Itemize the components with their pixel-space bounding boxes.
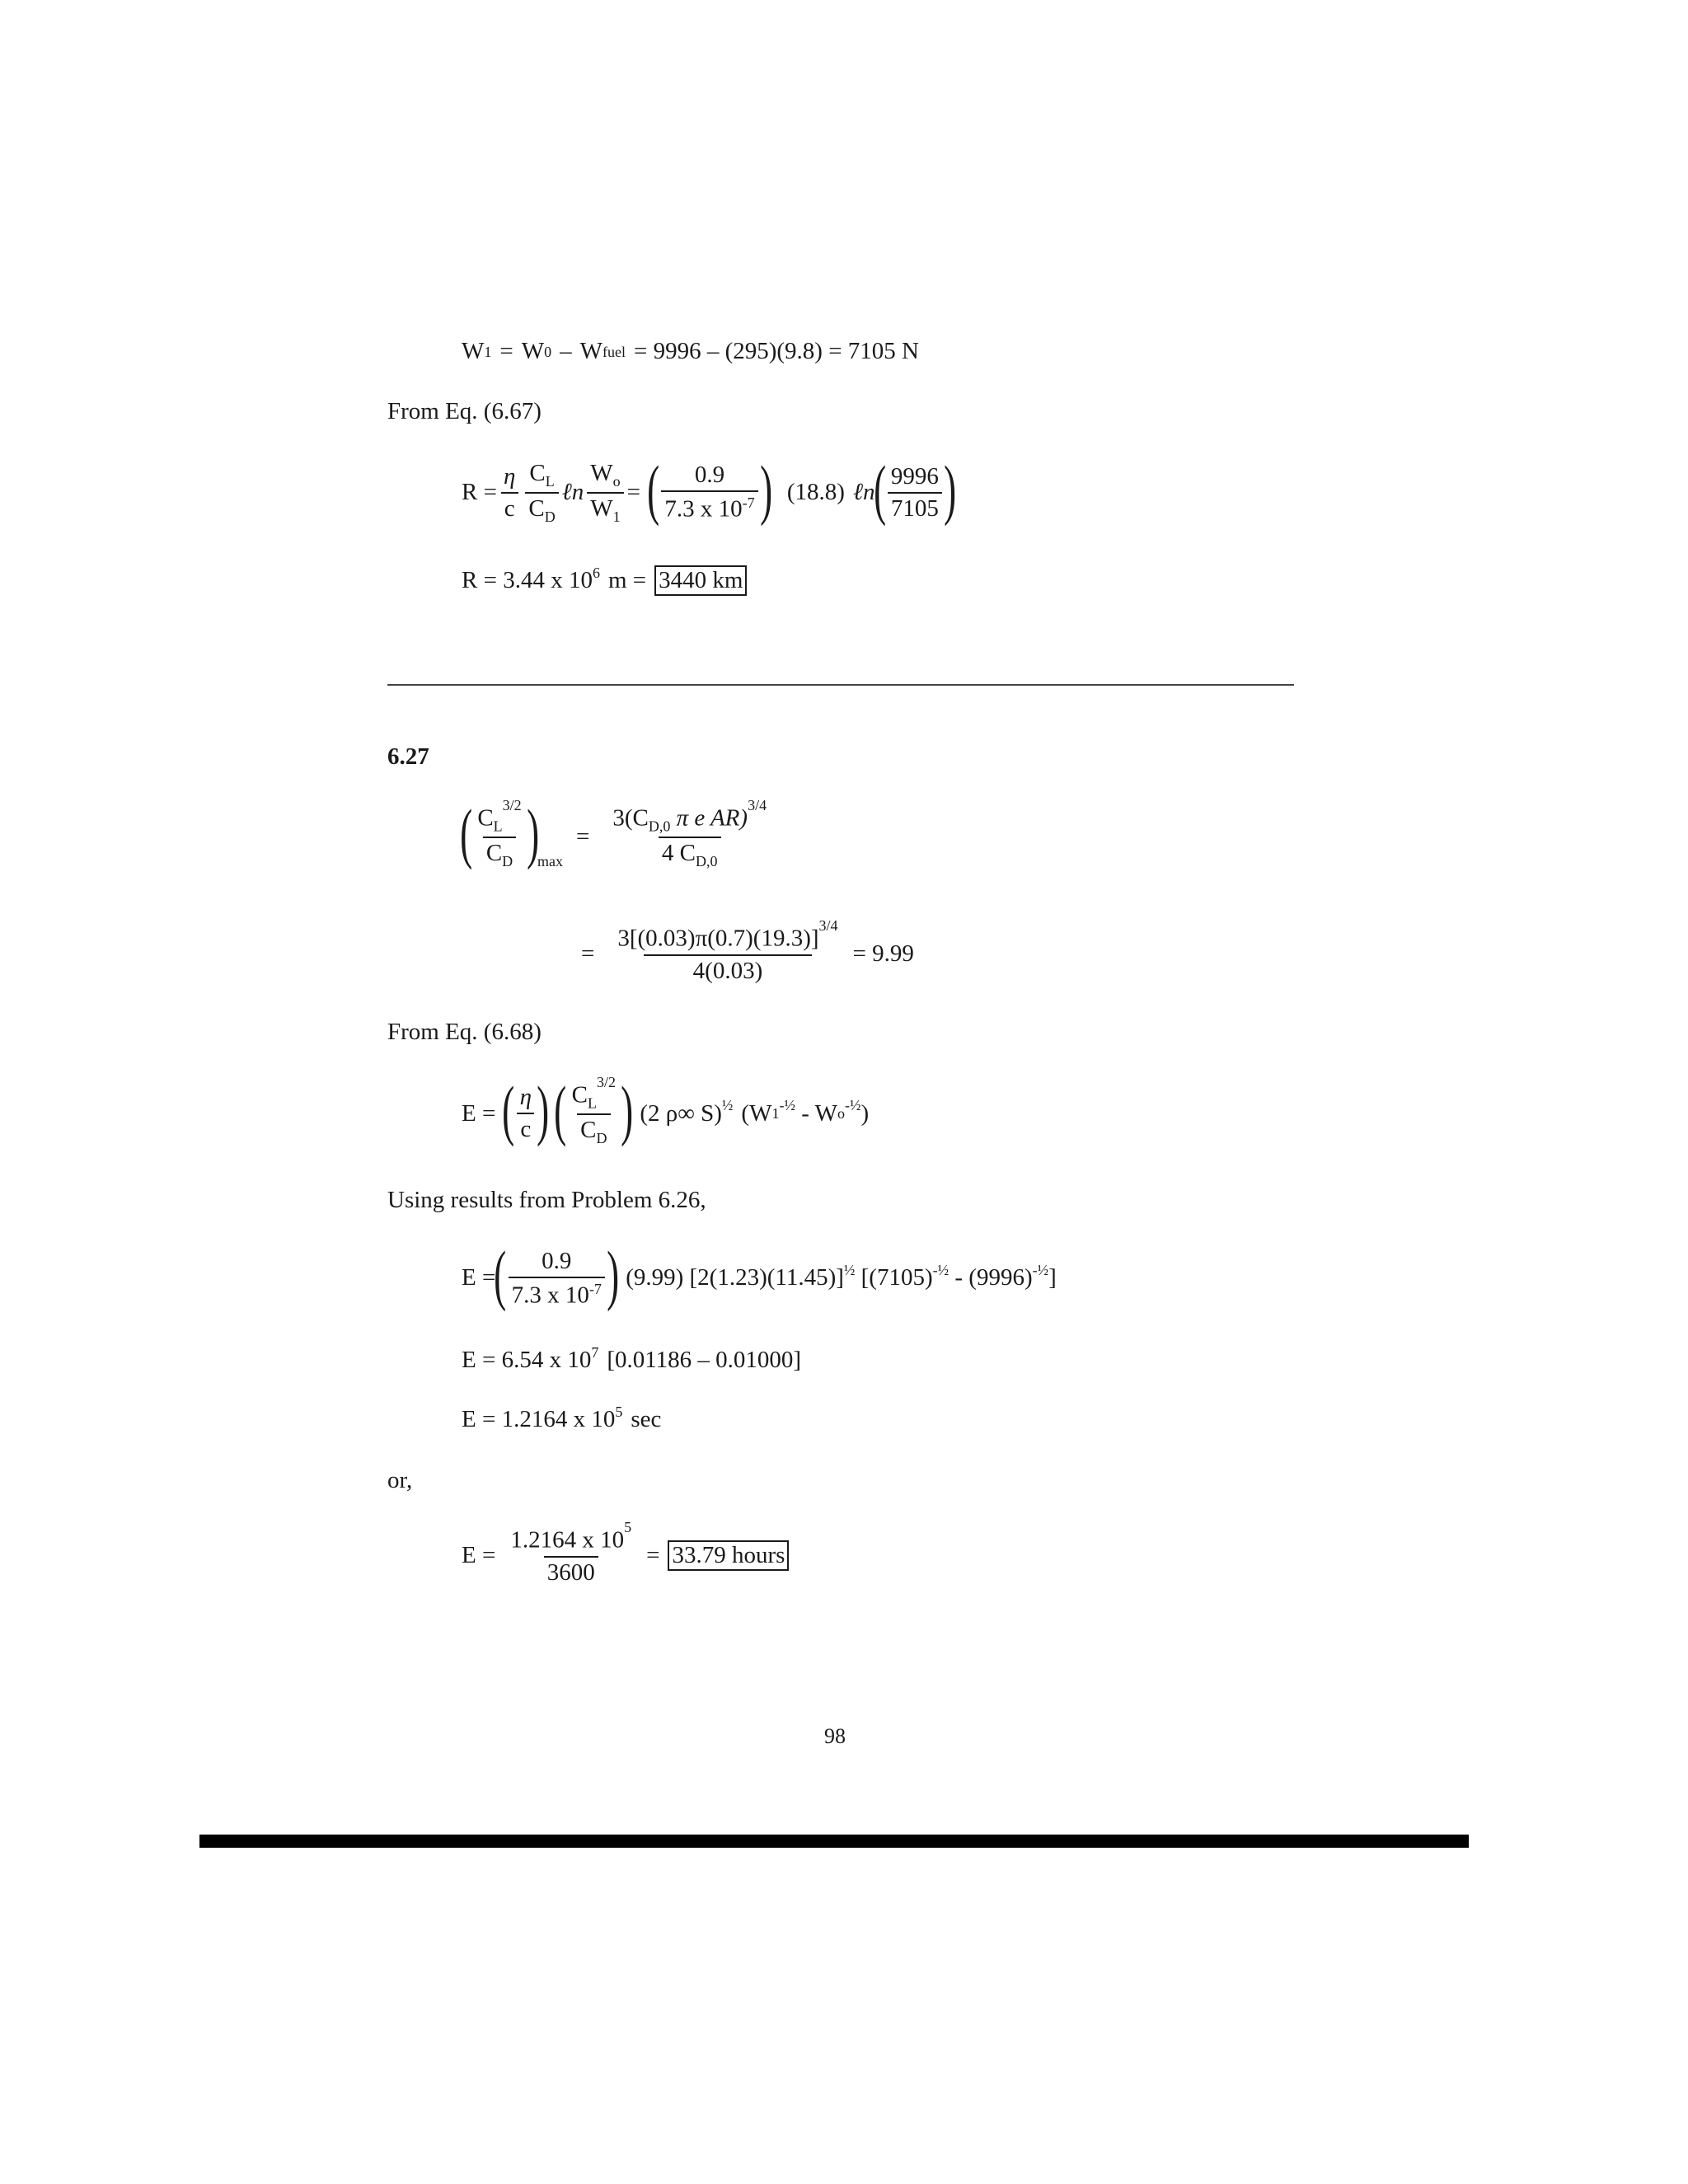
hours-den: 3600 [544, 1556, 598, 1585]
right-paren: ) [759, 451, 772, 527]
equation-endurance-step [462, 1343, 802, 1373]
endurance-sec-exp: 5 [615, 1403, 623, 1420]
cl32-num-e [569, 1074, 619, 1113]
equation-range-result [462, 565, 747, 596]
density-exponent: ½ [721, 1097, 734, 1114]
endurance-num-part3: - (9996) [949, 1264, 1033, 1291]
w1-value: = 9996 – (295)(9.8) = 7105 N [633, 338, 920, 364]
max-ratio-num [609, 797, 770, 837]
endurance-num-exp2: -½ [932, 1261, 950, 1278]
hours-fraction [507, 1519, 635, 1586]
ratio-numeric-num [614, 917, 841, 954]
endurance-num-exp1: ½ [843, 1261, 856, 1278]
page-bottom-bar [199, 1835, 1469, 1848]
max-ratio-den [659, 837, 721, 869]
hours-num [507, 1519, 635, 1556]
equation-w1 [462, 340, 919, 363]
equation-endurance-numeric [462, 1237, 1057, 1312]
w1-symbol: W [462, 338, 485, 364]
cl-superscript-e: 3/2 [597, 1074, 617, 1090]
efficiency-value: 0.9 [694, 462, 725, 489]
cl-symbol-e: C [571, 1081, 588, 1108]
left-paren-6: ( [494, 1237, 507, 1312]
left-paren-2: ( [873, 451, 886, 527]
num-part-a: 3(C [612, 804, 649, 832]
equation-endurance-sec [462, 1403, 662, 1432]
equals-sign-ratio: = [575, 823, 590, 850]
cd0-subscript: D,0 [648, 818, 671, 835]
hours-num-base: 1.2164 x 10 [510, 1526, 625, 1554]
right-paren-2: ) [944, 451, 957, 527]
range-answer-box: 3440 km [654, 565, 747, 596]
endurance-step-exp: 7 [591, 1343, 599, 1361]
equation-ratio-numeric [581, 917, 914, 984]
density-term: (2 ρ∞ S) [640, 1099, 722, 1127]
ln-symbol-2: ℓn [852, 479, 875, 506]
weight-term-sub2: o [837, 1105, 845, 1122]
left-paren-4: ( [502, 1072, 515, 1148]
weight-term-exp1: -½ [779, 1097, 795, 1114]
endurance-lhs: E = [462, 1099, 496, 1127]
tsfc-exponent: -7 [742, 494, 755, 512]
cd-symbol: C [528, 494, 545, 522]
equation-range [462, 451, 957, 527]
endurance-num-part1: (9.99) [2(1.23)(11.45)] [626, 1264, 844, 1291]
w1-subscript: 1 [484, 343, 492, 360]
w0-value: 9996 [890, 462, 939, 490]
cd-symbol-e: C [580, 1117, 597, 1144]
endurance-sec-unit: sec [631, 1406, 662, 1432]
range-exponent: 6 [592, 564, 600, 581]
max-subscript: max [537, 853, 563, 870]
weight-term-sub1: 1 [771, 1105, 780, 1122]
hours-num-exp: 5 [624, 1519, 632, 1535]
equation-max-ratio [460, 795, 773, 871]
or-text: or, [387, 1467, 413, 1493]
equation-endurance-hours [462, 1519, 789, 1586]
w1-den [587, 492, 623, 524]
cd-subscript-e: D [596, 1130, 607, 1147]
w0-symbol: W [521, 338, 545, 364]
cd-subscript-2: D [502, 853, 513, 870]
equals-sign-r: = [626, 479, 641, 506]
cl-num [526, 462, 557, 492]
endurance-hours-lhs: E = [462, 1541, 496, 1568]
endurance-num-exp3: -½ [1032, 1261, 1049, 1278]
w1-symbol-r: W [590, 494, 613, 522]
weight-term-end: ) [860, 1099, 870, 1127]
right-paren-6: ) [607, 1237, 620, 1312]
tsfc-den-e [509, 1277, 605, 1308]
problem-number: 6.27 [387, 743, 429, 770]
equals-sign-hours: = [646, 1541, 660, 1568]
weight-term-exp2: -½ [844, 1097, 861, 1114]
cl32-over-cd-e [569, 1074, 619, 1147]
cd-subscript: D [544, 508, 556, 525]
wfuel-symbol: W [579, 338, 603, 364]
cl32-num [474, 797, 524, 837]
cl32-over-cd [474, 797, 524, 870]
wo-num [587, 462, 623, 492]
num-exponent: 3/4 [748, 797, 767, 813]
endurance-num-lhs: E = [462, 1264, 496, 1291]
tsfc-fraction-e [509, 1249, 605, 1308]
left-paren-3: ( [460, 795, 473, 871]
tsfc-den [661, 490, 757, 522]
eta-symbol: η [503, 462, 516, 490]
ratio-numeric-fraction [614, 917, 841, 984]
cl-subscript: L [545, 472, 555, 490]
section-divider [387, 684, 1294, 686]
right-paren-3: ) [526, 795, 539, 871]
weight-ratio [888, 462, 942, 522]
cd-symbol-2: C [485, 840, 503, 867]
cd-den-e [577, 1113, 610, 1146]
max-ratio-fraction [609, 797, 770, 870]
wo-over-w1 [587, 462, 623, 524]
wo-symbol: W [590, 460, 613, 486]
w0-subscript: 0 [544, 343, 552, 360]
ratio-result: = 9.99 [852, 940, 914, 967]
num-part-b: π e AR) [676, 804, 748, 832]
minus-sign: – [560, 338, 572, 364]
weight-term-start: (W [741, 1099, 772, 1127]
tsfc-fraction [661, 463, 757, 522]
c-symbol: c [501, 492, 518, 521]
endurance-num-part2: [(7105) [855, 1264, 933, 1291]
lift-drag-value: (18.8) [786, 479, 845, 506]
cd-den-2 [483, 837, 516, 869]
tsfc-base: 7.3 x 10 [664, 496, 743, 523]
right-paren-5: ) [621, 1072, 634, 1148]
range-lhs: R = [462, 479, 497, 506]
w1-value-r: 7105 [888, 492, 942, 521]
equals-sign-ratio2: = [581, 940, 595, 967]
from-eq-6-68: From Eq. (6.68) [387, 1019, 542, 1045]
range-unit: m = [607, 567, 647, 593]
cl-superscript: 3/2 [502, 797, 522, 813]
ln-symbol: ℓn [561, 479, 584, 506]
w1-subscript-r: 1 [612, 508, 621, 525]
using-results-text: Using results from Problem 6.26, [387, 1187, 706, 1213]
equals-sign: = [499, 338, 513, 364]
wfuel-subscript: fuel [602, 343, 626, 360]
ratio-numeric-numerator: 3[(0.03)π(0.7)(19.3)] [617, 925, 819, 952]
c-symbol-e: c [517, 1113, 534, 1141]
eta-over-c-e [517, 1085, 535, 1141]
cd-den [525, 492, 558, 524]
left-paren: ( [647, 451, 660, 527]
cl-symbol-2: C [477, 804, 494, 832]
endurance-step-rest: [0.01186 – 0.01000] [607, 1347, 802, 1373]
tsfc-base-e: 7.3 x 10 [511, 1282, 589, 1309]
eta-symbol-e: η [519, 1084, 532, 1111]
efficiency-value-e: 0.9 [542, 1247, 572, 1274]
left-paren-5: ( [554, 1072, 567, 1148]
ratio-numeric-denominator: 4(0.03) [644, 954, 813, 983]
right-paren-4: ) [537, 1072, 550, 1148]
ratio-numeric-exponent: 3/4 [818, 917, 838, 934]
weight-term-mid: - W [795, 1099, 837, 1127]
endurance-sec-lhs: E = 1.2164 x 10 [462, 1406, 616, 1432]
eta-over-c [500, 462, 518, 522]
tsfc-exponent-e: -7 [588, 1280, 602, 1297]
wo-subscript: o [612, 472, 621, 490]
endurance-answer-box: 33.79 hours [668, 1540, 789, 1571]
equation-endurance [462, 1072, 870, 1148]
cd0-subscript-den: D,0 [696, 853, 718, 870]
page-number: 98 [824, 1724, 846, 1748]
cl-subscript-2: L [493, 818, 503, 835]
from-eq-6-67: From Eq. (6.67) [387, 398, 542, 424]
cl-subscript-e: L [588, 1094, 597, 1112]
cl-over-cd [525, 462, 558, 524]
cl-symbol: C [529, 460, 546, 486]
endurance-num-part4: ] [1048, 1264, 1057, 1291]
endurance-step-lhs: E = 6.54 x 10 [462, 1347, 592, 1373]
den-part-a: 4 C [661, 840, 696, 867]
range-result-lhs: R = 3.44 x 10 [462, 567, 593, 593]
